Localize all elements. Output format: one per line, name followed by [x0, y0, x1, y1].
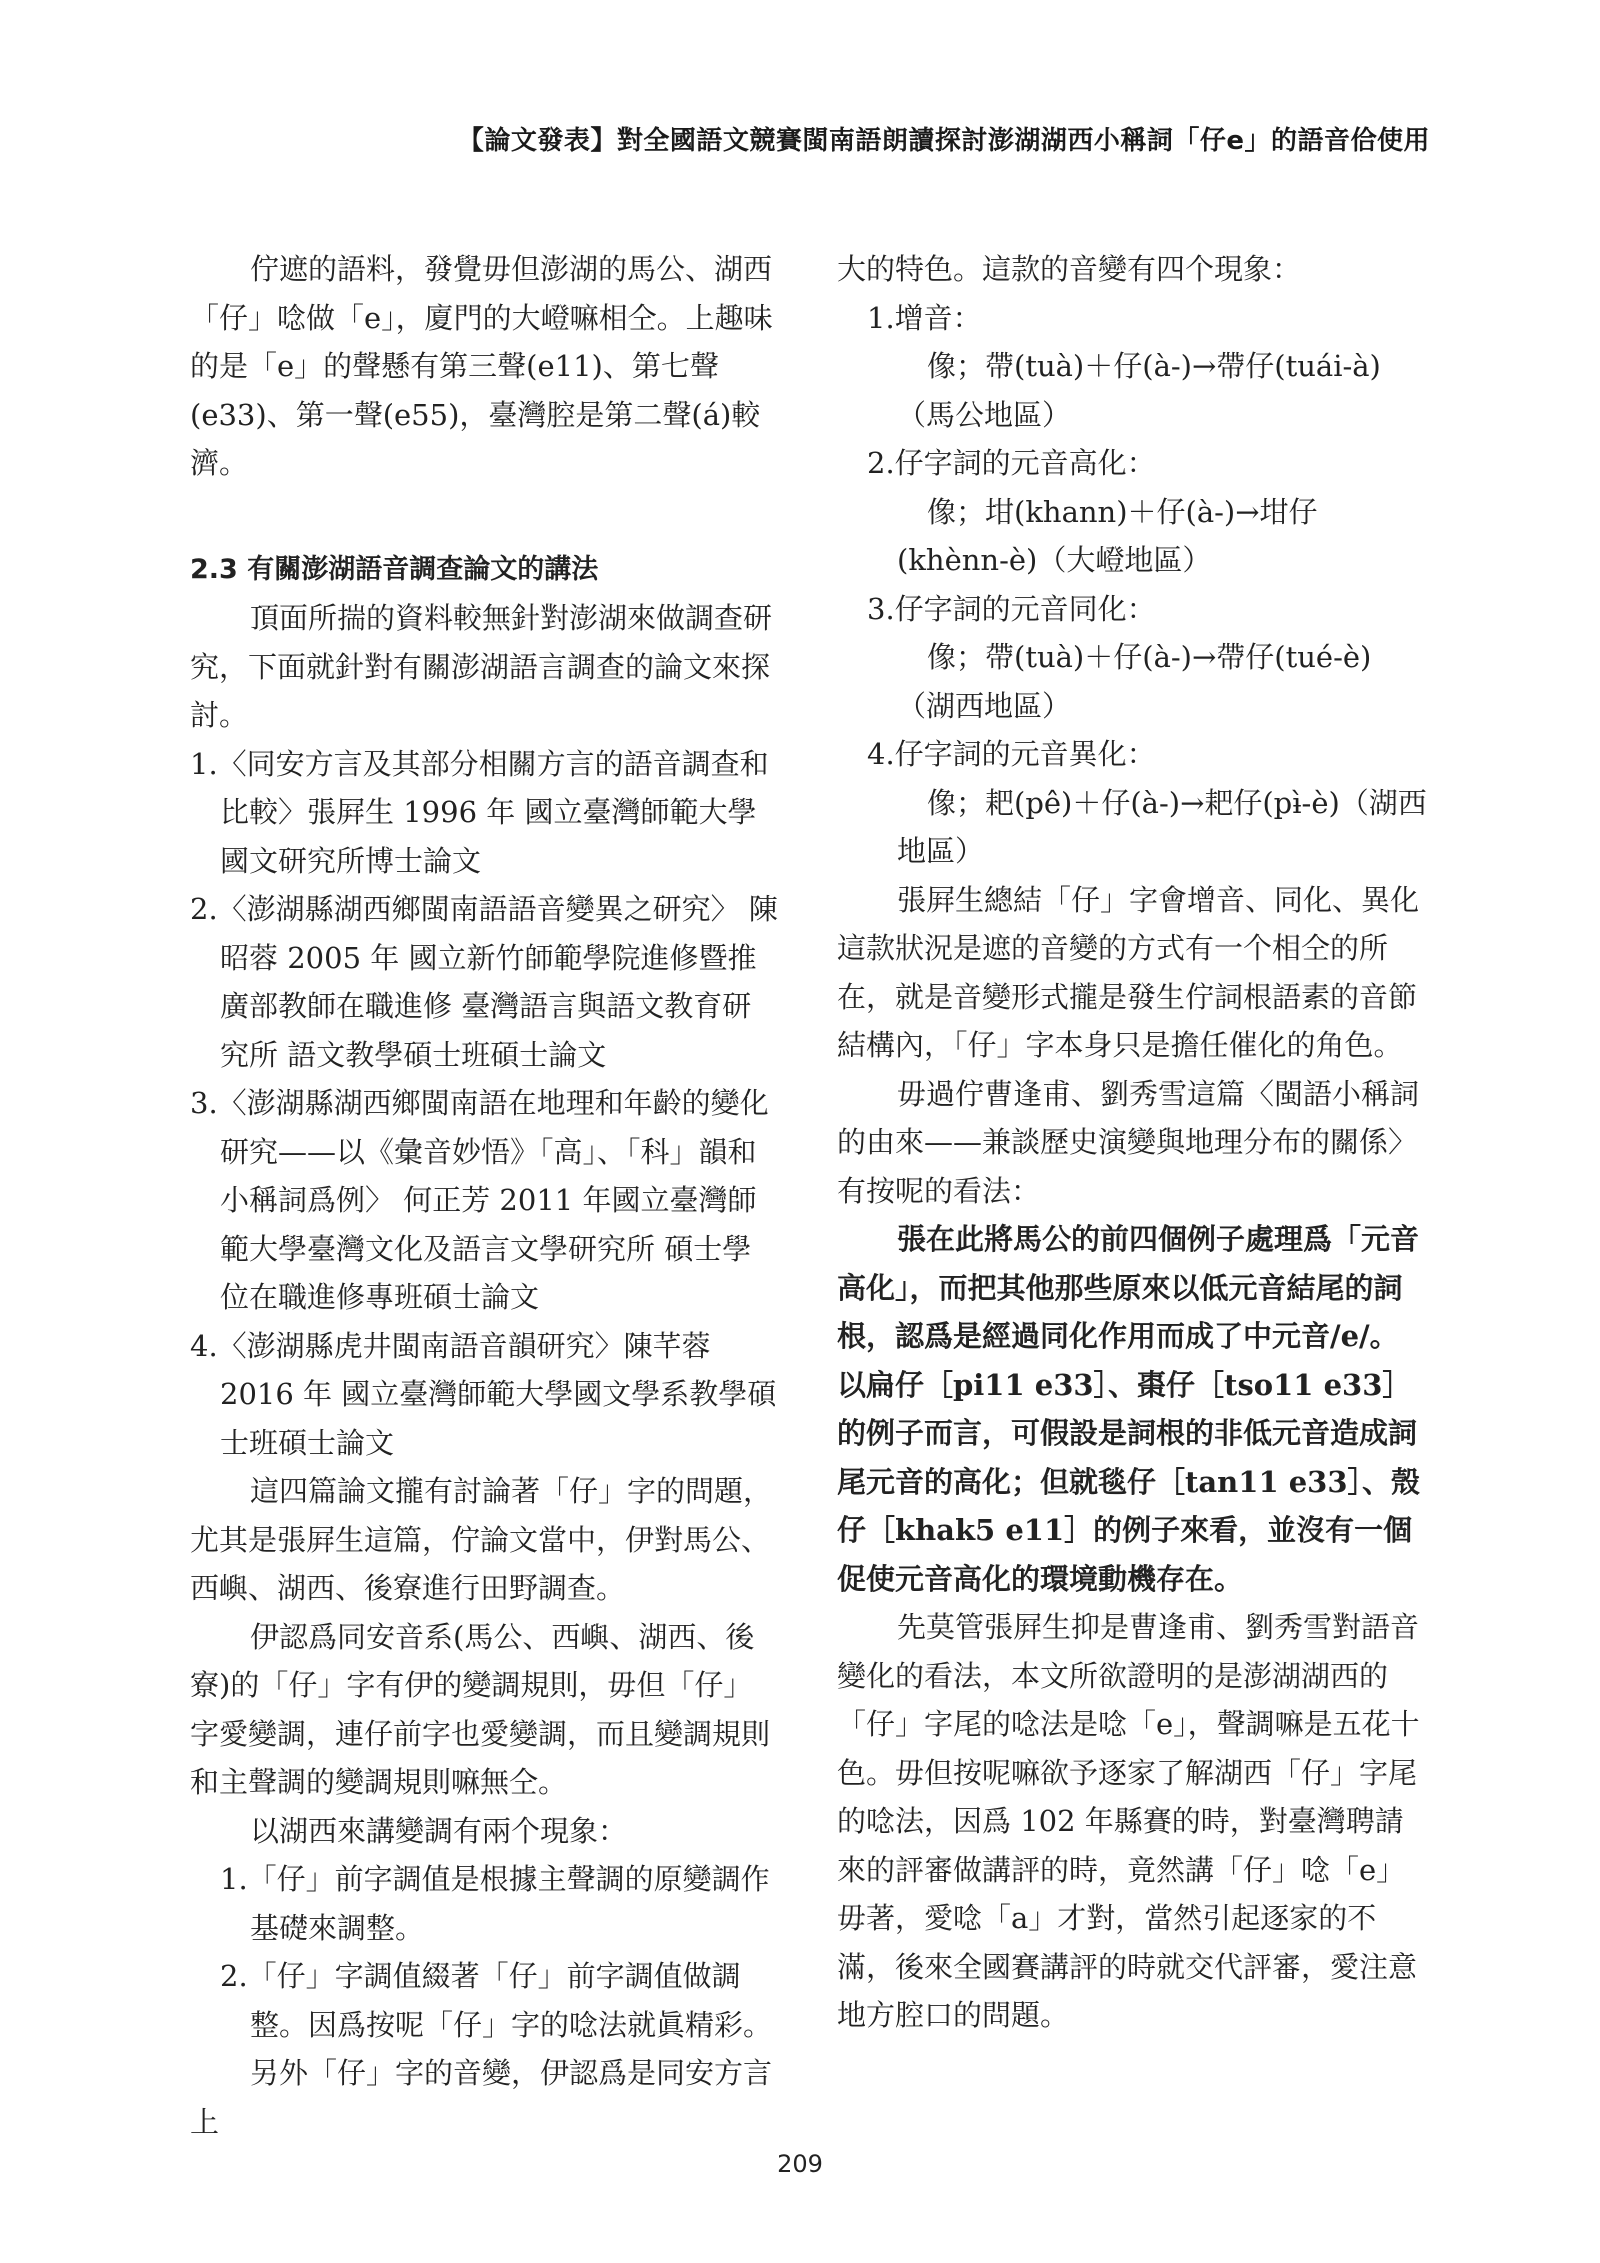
section-heading: 2.3 有關澎湖語音調查論文的講法 [190, 553, 599, 585]
reference-item: 1.〈同安方言及其部分相關方言的語音調查和比較〉張屛生 1996 年 國立臺灣師範大學國文研究所博士論文 [190, 746, 769, 878]
right-column [837, 245, 1427, 2040]
final-paragraph: 先莫管張屛生抑是曹逢甫、劉秀雪對語音變化的看法，本文所欲證明的是澎湖湖西的「仔」字尾的唸法是唸「e」，聲調嘛是五花十色。毋但按呢嘛欲予逐家了解湖西「仔」字尾的唸法，因爲 102 年縣賽的時，對臺灣聘請來的評審做講評的時，竟然講「仔」唸「e」毋著，愛唸「a」才對，當然引起逐家的不滿，後來全國賽講評的時就交代評審，愛注意地方腔口的問題。 [837, 1610, 1420, 2032]
left-column [190, 245, 780, 2146]
paragraph: 這四篇論文攏有討論著「仔」字的問題，尤其是張屛生這篇，佇論文當中，伊對馬公、西嶼、湖西、後寮進行田野調查。 [190, 1474, 773, 1605]
running-header: 【論文發表】對全國語文競賽閩南語朗讀探討澎湖湖西小稱詞「仔e」的語音佮使用 [457, 126, 1430, 156]
paragraph: 另外「仔」字的音變，伊認爲是同安方言上 [190, 2056, 773, 2139]
phenomenon-title: 3.仔字詞的元音同化： [867, 591, 1156, 626]
intro-paragraph: 佇遮的語料，發覺毋但澎湖的馬公、湖西「仔」唸做「e」，廈門的大嶝嘛相仝。上趣味的是「e」的聲懸有第三聲(e11)、第七聲(e33)、第一聲(e55)，臺灣腔是第二聲(á)較濟。 [190, 252, 773, 480]
paragraph: 以湖西來講變調有兩个現象： [250, 1813, 628, 1848]
phenomenon-example: 像；耙(pê)＋仔(à-)→耙仔(pɨ̀-è)（湖西地區） [897, 785, 1427, 868]
phenomenon-example: 像；帶(tuà)＋仔(à-)→帶仔(tué-è)（湖西地區） [897, 640, 1372, 723]
phenomenon-example: 像；坩(khann)＋仔(à-)→坩仔(khènn-è)（大嶝地區） [897, 494, 1318, 577]
phenomenon-title: 1.增音： [867, 300, 982, 335]
phenomenon-title: 2.仔字詞的元音高化： [867, 446, 1156, 480]
reference-item: 3.〈澎湖縣湖西鄉閩南語在地理和年齡的變化研究——以《彙音妙悟》「高」、「科」韻和小稱詞爲例〉 何正芳 2011 年國立臺灣師範大學臺灣文化及語言文學研究所 碩士學位在職進修專班碩士論文 [190, 1086, 769, 1314]
summary-paragraph: 張屛生總結「仔」字會增音、同化、異化這款狀況是遮的音變的方式有一个相仝的所在，就是音變形式攏是發生佇詞根語素的音節結構內，「仔」字本身只是擔任催化的角色。 [837, 882, 1420, 1062]
phenomenon-item: 2.「仔」字調值綴著「仔」前字調值做調整。因爲按呢「仔」字的唸法就眞精彩。 [220, 1959, 773, 2042]
reference-item: 2.〈澎湖縣湖西鄉閩南語語音變異之研究〉 陳昭蓉 2005 年 國立新竹師範學院進修暨推廣部教師在職進修 臺灣語言與語文教育研究所 語文教學碩士班碩士論文 [190, 892, 778, 1072]
phenomenon-item: 1.「仔」前字調值是根據主聲調的原變調作基礎來調整。 [220, 1862, 770, 1945]
paragraph: 伊認爲同安音系(馬公、西嶼、湖西、後寮)的「仔」字有伊的變調規則，毋但「仔」字愛變調，連仔前字也愛變調，而且變調規則和主聲調的變調規則嘛無仝。 [190, 1619, 771, 1799]
block-quote: 張在此將馬公的前四個例子處理爲「元音高化」，而把其他那些原來以低元音結尾的詞根，認爲是經過同化作用而成了中元音/e/。以扁仔［pi11 e33］、棗仔［tso11 e33］的例子而言，可假設是詞根的非低元音造成詞尾元音的高化；但就毯仔［tan11 e33］、殼仔［khak5 e11］的例子來看，並沒有一個促使元音高化的環境動機存在。 [837, 1222, 1421, 1596]
phenomenon-example: 像；帶(tuà)＋仔(à-)→帶仔(tuái-à)（馬公地區） [897, 349, 1381, 432]
paragraph-continued: 大的特色。這款的音變有四个現象： [837, 252, 1302, 286]
phenomenon-title: 4.仔字詞的元音異化： [867, 737, 1156, 771]
page-number: 209 [777, 2150, 823, 2178]
paragraph: 頂面所揣的資料較無針對澎湖來做調查研究，下面就針對有關澎湖語言調查的論文來探討。 [190, 601, 773, 732]
quote-intro-paragraph: 毋過佇曹逢甫、劉秀雪這篇〈閩語小稱詞的由來——兼談歷史演變與地理分布的關係〉有按呢的看法： [837, 1076, 1420, 1208]
reference-item: 4.〈澎湖縣虎井閩南語音韻研究〉陳芊蓉 2016 年 國立臺灣師範大學國文學系教學碩士班碩士論文 [190, 1328, 777, 1460]
